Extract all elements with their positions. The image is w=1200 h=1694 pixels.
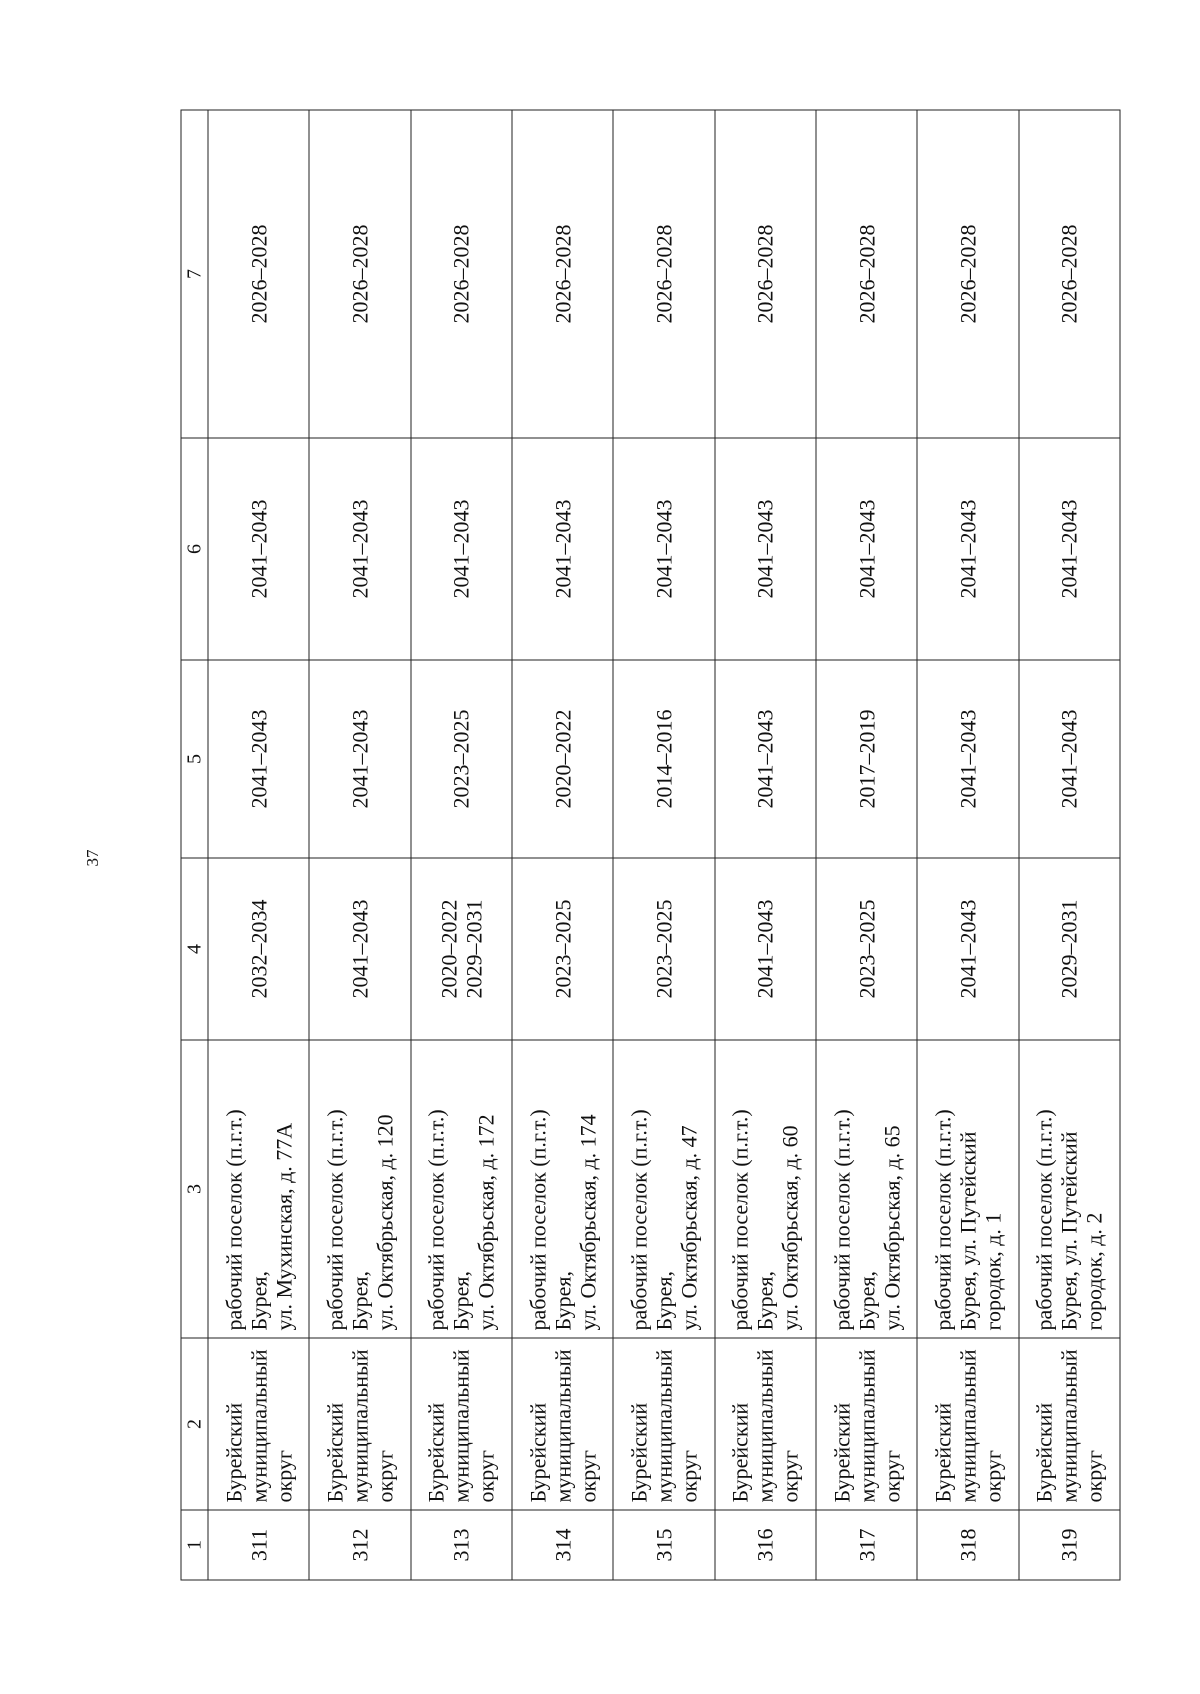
row-number-cell: 314 <box>512 1510 613 1580</box>
district-cell: Бурейский муниципальный округ <box>613 1338 714 1510</box>
period-col5-cell: 2014–2016 <box>613 660 714 858</box>
period-col4-cell: 2041–2043 <box>715 858 816 1040</box>
address-cell: рабочий поселок (п.г.т.) Бурея, ул. Октябрьская, д. 174 <box>512 1040 613 1338</box>
period-col7-cell: 2026–2028 <box>1019 110 1120 438</box>
period-col5-cell: 2023–2025 <box>411 660 512 858</box>
column-header: 3 <box>181 1040 208 1338</box>
address-cell: рабочий поселок (п.г.т.) Бурея, ул. Октябрьская, д. 120 <box>309 1040 410 1338</box>
period-col7-cell: 2026–2028 <box>816 110 917 438</box>
district-cell: Бурейский муниципальный округ <box>715 1338 816 1510</box>
period-col6-cell: 2041–2043 <box>411 438 512 660</box>
table-body <box>208 110 1120 1580</box>
district-cell: Бурейский муниципальный округ <box>917 1338 1018 1510</box>
period-col5-cell: 2041–2043 <box>917 660 1018 858</box>
district-cell: Бурейский муниципальный округ <box>1019 1338 1120 1510</box>
period-col6-cell: 2041–2043 <box>1019 438 1120 660</box>
district-cell: Бурейский муниципальный округ <box>309 1338 410 1510</box>
row-number-cell: 312 <box>309 1510 410 1580</box>
row-number-cell: 311 <box>208 1510 309 1580</box>
table-row <box>1019 110 1120 1580</box>
address-cell: рабочий поселок (п.г.т.) Бурея, ул. Путейский городок, д. 1 <box>917 1040 1018 1338</box>
row-number-cell: 315 <box>613 1510 714 1580</box>
period-col7-cell: 2026–2028 <box>411 110 512 438</box>
table-row <box>411 110 512 1580</box>
period-col4-cell: 2023–2025 <box>613 858 714 1040</box>
period-col7-cell: 2026–2028 <box>917 110 1018 438</box>
period-col4-cell: 2041–2043 <box>917 858 1018 1040</box>
table-row <box>917 110 1018 1580</box>
period-col4-cell: 2032–2034 <box>208 858 309 1040</box>
column-header: 4 <box>181 858 208 1040</box>
period-col5-cell: 2041–2043 <box>208 660 309 858</box>
period-col7-cell: 2026–2028 <box>715 110 816 438</box>
row-number-cell: 313 <box>411 1510 512 1580</box>
period-col4-cell: 2020–2022 2029–2031 <box>411 858 512 1040</box>
address-cell: рабочий поселок (п.г.т.) Бурея, ул. Октябрьская, д. 47 <box>613 1040 714 1338</box>
period-col4-cell: 2041–2043 <box>309 858 410 1040</box>
row-number-cell: 319 <box>1019 1510 1120 1580</box>
table-row <box>816 110 917 1580</box>
district-cell: Бурейский муниципальный округ <box>208 1338 309 1510</box>
table-header <box>181 110 208 1580</box>
district-cell: Бурейский муниципальный округ <box>512 1338 613 1510</box>
address-cell: рабочий поселок (п.г.т.) Бурея, ул. Путейский городок, д. 2 <box>1019 1040 1120 1338</box>
period-col5-cell: 2017–2019 <box>816 660 917 858</box>
table-row <box>512 110 613 1580</box>
period-col6-cell: 2041–2043 <box>512 438 613 660</box>
period-col4-cell: 2023–2025 <box>816 858 917 1040</box>
register-table <box>181 110 1121 1581</box>
period-col5-cell: 2020–2022 <box>512 660 613 858</box>
address-cell: рабочий поселок (п.г.т.) Бурея, ул. Октябрьская, д. 65 <box>816 1040 917 1338</box>
column-header: 1 <box>181 1510 208 1580</box>
district-cell: Бурейский муниципальный округ <box>411 1338 512 1510</box>
period-col6-cell: 2041–2043 <box>208 438 309 660</box>
table-row <box>208 110 309 1580</box>
rotated-table-frame <box>180 110 1120 1580</box>
period-col5-cell: 2041–2043 <box>1019 660 1120 858</box>
period-col4-cell: 2023–2025 <box>512 858 613 1040</box>
header-row <box>181 110 208 1580</box>
column-header: 2 <box>181 1338 208 1510</box>
address-cell: рабочий поселок (п.г.т.) Бурея, ул. Октябрьская, д. 172 <box>411 1040 512 1338</box>
address-cell: рабочий поселок (п.г.т.) Бурея, ул. Мухинская, д. 77А <box>208 1040 309 1338</box>
row-number-cell: 317 <box>816 1510 917 1580</box>
column-header: 5 <box>181 660 208 858</box>
period-col6-cell: 2041–2043 <box>715 438 816 660</box>
table-row <box>613 110 714 1580</box>
table-row <box>309 110 410 1580</box>
period-col5-cell: 2041–2043 <box>715 660 816 858</box>
page-number: 37 <box>83 849 102 867</box>
row-number-cell: 316 <box>715 1510 816 1580</box>
period-col6-cell: 2041–2043 <box>917 438 1018 660</box>
period-col4-cell: 2029–2031 <box>1019 858 1120 1040</box>
period-col6-cell: 2041–2043 <box>613 438 714 660</box>
table-row <box>715 110 816 1580</box>
period-col5-cell: 2041–2043 <box>309 660 410 858</box>
period-col7-cell: 2026–2028 <box>613 110 714 438</box>
period-col6-cell: 2041–2043 <box>816 438 917 660</box>
row-number-cell: 318 <box>917 1510 1018 1580</box>
period-col7-cell: 2026–2028 <box>512 110 613 438</box>
period-col6-cell: 2041–2043 <box>309 438 410 660</box>
period-col7-cell: 2026–2028 <box>208 110 309 438</box>
period-col7-cell: 2026–2028 <box>309 110 410 438</box>
column-header: 6 <box>181 438 208 660</box>
address-cell: рабочий поселок (п.г.т.) Бурея, ул. Октябрьская, д. 60 <box>715 1040 816 1338</box>
district-cell: Бурейский муниципальный округ <box>816 1338 917 1510</box>
column-header: 7 <box>181 110 208 438</box>
